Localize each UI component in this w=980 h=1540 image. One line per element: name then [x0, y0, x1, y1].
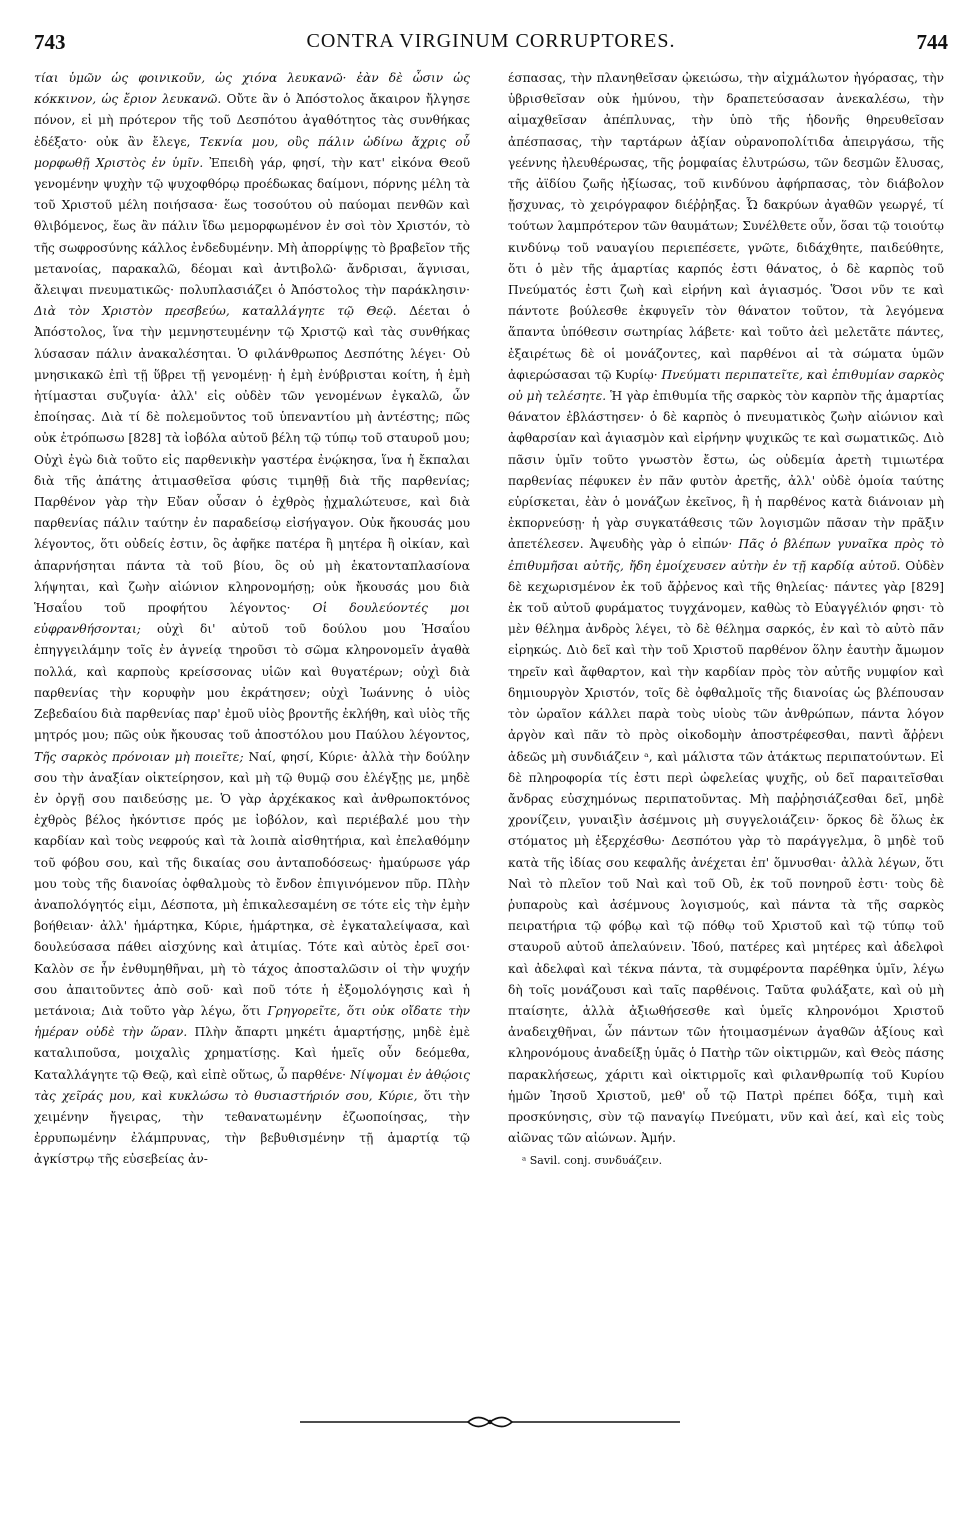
text-run: Πᾶς ὁ βλέπων γυναῖκα πρὸς τὸ ἐπιθυμῆσαι αὐτῆς, ἤδη ἐμοίχευσεν αὐτὴν ἐν τῇ καρδίᾳ αὐτοῦ. — [508, 537, 944, 573]
text-run: Τῆς σαρκὸς πρόνοιαν μὴ ποιεῖτε; — [34, 749, 244, 764]
page-header — [34, 30, 948, 60]
text-run: Ἐπειδὴ γάρ, φησί, τὴν κατ' εἰκόνα Θεοῦ γενομένην ψυχὴν τῷ ψυχοφθόρῳ προέδωκας δαίμονι, πόρνης μέλη τὰ τοῦ Χριστοῦ μέλη ποιήσασα· ἕως τοσούτου οὐ παύομαι πενθῶν καὶ θλιβόμενος, ἕως ἂν πάλιν ἴδω μεμορφωμένον ἐν σοὶ τὸν Χριστόν, τὸ τῆς σωφροσύνης κάλλος ἐνδεδυμένην. Μὴ ἀπορρίψῃς τὸ βραβεῖον τῆς μετανοίας, παρακαλῶ, δέομαι καὶ ἀντιβολῶ· ἄνδρισαι, ἅγνισαι, ἄλειψαι πνευματικῶς· πολυπλασιάζει ὁ Ἀπόστολος τὴν παράκλησιν· — [34, 155, 470, 298]
ornamental-rule — [300, 1410, 680, 1434]
text-run: Ἡ γὰρ ἐπιθυμία τῆς σαρκὸς τὸν καρπὸν τῆς ἁμαρτίας θάνατον ἐβλάστησεν· ὁ δὲ καρπὸς ὁ πνευματικὸς ζωὴν αἰώνιον καὶ ἀφθαρσίαν καὶ ἁγιασμὸν καὶ εἰρήνην ψυχικῶς τε καὶ σωματικῶς. Διὸ πᾶσιν ὑμῖν τοῦτο γνωστὸν ἔστω, ὡς οὐδεμία ἀρετὴ τιμιωτέρα παρθενίας πέφυκεν ἐν πᾶν φυτὸν ἀρετῆς, ἀλλ' οὐδὲ ὁμοία ταύτης εὑρίσκεται, ἐὰν ὁ μονάζων ἐκεῖνος, ἢ ἡ παρθένος κατὰ διάνοιαν μὴ ἐκπορνεύσῃ· ἡ γὰρ συγκατάθεσις τῶν λογισμῶν πᾶσαν τὴν πρᾶξιν ἀπετέλεσεν. Ἀψευδὴς γὰρ ὁ εἰπών· — [508, 389, 944, 552]
text-run: ὅτι τὴν χειμένην ἤγειρας, τὴν τεθανατωμένην ἐζωοποίησας, τὴν ἐρρυπωμένην ἐλάμπρυνας, τὴν βεβυθισμένην τῇ ἁμαρτίᾳ τῷ ἀγκίστρῳ τῆς εὐσεβείας ἀν- — [34, 1088, 470, 1167]
text-run: Νίψομαι ἐν ἀθῴοις τὰς χεῖράς μου, καὶ κυκλώσω τὸ θυσιαστήριόν σου, Κύριε, — [34, 1067, 470, 1103]
text-run: Οἱ δουλεύοντές μοι εὐφρανθήσονται; — [34, 601, 470, 637]
text-run: Διὰ τὸν Χριστὸν πρεσβεύω, καταλλάγητε τῷ Θεῷ. — [34, 304, 397, 319]
text-run: Πνεύματι περιπατεῖτε, καὶ ἐπιθυμίαν σαρκὸς οὐ μὴ τελέσητε. — [508, 367, 944, 404]
text-run: Τεκνία μου, οὓς πάλιν ὠδίνω ἄχρις οὗ μορφωθῇ Χριστὸς ἐν ὑμῖν. — [34, 134, 470, 170]
left-page-number: 743 — [34, 30, 66, 54]
text-run: έσπασας, τὴν πλανηθεῖσαν ᾠκειώσω, τὴν αἰχμάλωτον ἠγόρασας, τὴν ὑβρισθεῖσαν οὐκ ἠμύνου, τὴν δραπετεύσασαν ἀνεκαλέσω, τὴν αἱμαχθεῖσαν ἀπέπλυνας, τὴν ὑπὸ τῆς ἡδονῆς θηρευθεῖσαν ἀπέσπασας, τὴν ταρτάρων ἀξίαν οὐρανοπολίτιδα ἀπειργάσω, τῆς γεέννης ἠλευθέρωσας, τῆς ῥομφαίας ἐλυτρώσω, τῶν δεσμῶν ἔλυσας, τῆς ἀϊδίου ζωῆς ἠξίωσας, τοῦ κινδύνου ἀφήρπασας, τὸν διάβολον ᾔσχυνας, τὸ χειρόγραφον διέῤῥηξας. Ὦ δακρύων ἀγαθῶν γεωργέ, τί τούτων λαμπρότερον τῶν θαυμάτων; Συνέλθετε οὖν, ὅσαι τῷ τοιούτῳ κινδύνῳ τοῦ ναυαγίου περιεπέσετε, γνῶτε, διδάχθητε, παιδεύθητε, ὅτι ὁ μὲν τῆς ἁμαρτίας καρπός ἐστι θάνατος, ὁ δὲ καρπὸς τοῦ Πνεύματός ἐστι ζωὴ καὶ εἰρήνη καὶ ἁγιασμός. Ὅσοι νῦν τε καὶ πάντοτε βούλεσθε ἐκφυγεῖν τὸν θάνατον τοῦτον, τὰ λεγόμενα ἅπαντα ὑπόθεσιν σωτηρίας λάβετε· καὶ τοῦτο ἀεὶ μελετᾶτε πάντες, ἐξαιρέτως δὲ οἱ μονάζοντες, καὶ παρθένοι αἱ τὰ σώματα ὑμῶν ἀφιερώσασαι τῷ Κυρίῳ· — [508, 71, 944, 382]
text-run: Ναί, φησί, Κύριε· ἀλλὰ τὴν δούλην σου τὴν ἀναξίαν οἰκτείρησον, καὶ μὴ τῷ θυμῷ σου ἐλέγξῃς με, μηδὲ ἐν ὀργῇ σου παιδεύσῃς με. Ὁ γὰρ ἀρχέκακος καὶ ἀνθρωποκτόνος ἐχθρὸς βέλος ἠκόντισε πρός με ἰοβόλον, καὶ περιέβαλέ μου τὴν καρδίαν καὶ τοὺς νεφρούς καὶ τὰ λοιπὰ αἰσθητήρια, καὶ ἐπελαθόμην τοῦ φόβου σου, καὶ τῆς δικαίας σου ἀνταποδόσεως· ἠμαύρωσε γάρ μου τοὺς τῆς διανοίας ὀφθαλμοὺς τὸ ἔνδον ἐπιγινόμενον πῦρ. Πλὴν ἀναπολόγητός εἰμι, Δέσποτα, μὴ ἐπικαλεσαμένη σε τότε εἰς τὴν ἐμὴν βοήθειαν· ἀλλ' ἡμάρτηκα, Κύριε, ἡμάρτηκα, σὲ ἐγκαταλείψασα, καὶ δουλεύσασα πάθει αἰσχύνης καὶ ἀτιμίας. Τότε καὶ αὐτὸς ἐρεῖ σοι· Καλὸν σε ἦν ἐνθυμηθῆναι, μὴ τὸ τάχος ἀποσταλῶσιν οἱ τὴν ψυχήν σου ἀπαιτοῦντες ἀπὸ σοῦ· καὶ ποῦ τότε ἡ ἐξομολόγησις καὶ ἡ μετάνοια; Διὰ τοῦτο γὰρ λέγω, ὅτι — [34, 749, 470, 1018]
text-run: Πλὴν ἄπαρτι μηκέτι ἁμαρτήσῃς, μηδὲ ἐμὲ καταλιποῦσα, μοιχαλὶς χρηματίσῃς. Καὶ ἡμεῖς οὖν δεόμεθα, Καταλλάγητε τῷ Θεῷ, καὶ εἰπὲ οὕτως, ὦ παρθένε· — [34, 1025, 470, 1082]
right-page-number: 744 — [916, 30, 948, 54]
right-column-paragraph — [508, 68, 944, 1149]
text-run: τίαι ὑμῶν ὡς φοινικοῦν, ὡς χιόνα λευκανῶ· ἐὰν δὲ ὦσιν ὡς κόκκινον, ὡς ἔριον λευκανῶ. — [34, 71, 470, 107]
text-run: Γρηγορεῖτε, ὅτι οὐκ οἴδατε τὴν ἡμέραν οὐδὲ τὴν ὥραν. — [34, 1003, 470, 1040]
footnote: ᵃ Savil. conj. συνδυάζειν. — [522, 1154, 663, 1168]
left-text-column — [34, 68, 470, 1458]
text-run: Δέεται ὁ Ἀπόστολος, ἵνα τὴν μεμνηστευμένην τῷ Χριστῷ καὶ τὰς συνθήκας λύσασαν πάλιν ἀνακαλέσηται. Ὁ φιλάνθρωπος Δεσπότης λέγει· Οὐ μνησικακῶ ἐπὶ τῇ ὕβρει τῇ γενομένῃ· ἡ ἐμὴ ἐνύβρισται κοίτη, ἡ ἐμὴ ἠτίμασται συζυγία· ἀλλ' εἰς οὐδὲν τῶν γενομένων ἐγκαλῶ, ὧν ἐποίησας. Διὰ τί δὲ πολεμοῦντος τοῦ ὑπεναντίου μὴ ἀντέστης; πῶς οὐκ ἐτρόπωσω [828] τὰ ἰοβόλα αὐτοῦ βέλη τῷ τύπῳ τοῦ σταυροῦ μου; Οὐχὶ ἐγὼ διὰ τοῦτο εἰς παρθενικὴν γαστέρα ἐνῴκησα, ἵνα ἡ ἔκπαλαι διὰ τῆς ἀπάτης ἀτιμασθεῖσα φύσις τιμηθῇ διὰ τῆς παρθενίας; Παρθένον γὰρ τὴν Εὔαν οὖσαν ὁ ἐχθρὸς ᾐχμαλώτευσε, καὶ διὰ παρθενίας πάλιν ταύτην ἐν παραδείσῳ εἰσήγαγον. Οὐκ ἤκουσάς μου λέγοντος, ὅτι οὐδείς ἐστιν, ὃς ἀφῆκε πατέρα ἢ μητέρα ἢ οἰκίαν, καὶ ἀπαρνήσηται πάντα τὰ τοῦ βίου, ὃς οὐ μὴ ἑκατονταπλασίονα λήψηται, καὶ ζωὴν αἰώνιον κληρονομήσῃ; οὐκ ἤκουσάς μου διὰ Ἡσαΐου τοῦ προφήτου λέγοντος· — [34, 304, 470, 616]
text-run: Οὐδὲν δὲ κεχωρισμένον ἐκ τοῦ ἄῤῥενος καὶ τῆς θηλείας· πάντες γὰρ [829] ἐκ τοῦ αὐτοῦ φυράματος τυγχάνομεν, καθὼς τὸ Εὐαγγέλιόν φησι· τὸ μὲν θέλημα ἀνδρὸς λέγει, τὸ δὲ θέλημα σαρκός, ἐν καὶ τὸ αὐτὸ πᾶν εἰρηκώς. Διὸ δεῖ καὶ τὴν τοῦ Χριστοῦ παρθένον ὅλην ἑαυτὴν ἄμωμον τηρεῖν καὶ ἄφθαρτον, καὶ τὴν καρδίαν πρὸς τὸν αὐτῆς νυμφίον καὶ δημιουργὸν Χριστόν, τοῖς δὲ ὀφθαλμοῖς τῆς διανοίας ὡς βλέπουσαν τὸν ὡραῖον κάλλει παρὰ τοὺς υἱοὺς τῶν ἀνθρώπων, πάντα λόγον ἀργὸν καὶ πᾶν τὸ πρὸς οἰκοδομὴν ἀποστρέφεσθαι, παντὶ ἄῤῥενι ἀδεῶς μὴ συνδιάζειν ᵃ, καὶ μάλιστα τῶν ἀτάκτως περιπατούντων. Εἰ δὲ πληροφορία τίς ἐστι περὶ ὠφελείας ψυχῆς, οὐ δεῖ παραιτεῖσθαι ἄνδρας εὐσχημόνως περιπατοῦντας. Μὴ παῤῥησιάζεσθαι δεῖ, μηδὲ χρονίζειν, γυναιξὶν ἀσέμνοις μὴ συγγελοιάζειν· ὅρκος δὲ ὅλως ἐκ στόματος μὴ ἐξερχέσθω· Δεσπότου γὰρ τὸ παράγγελμα, ὃ μηδὲ τοῦ κατὰ τῆς ἰδίας σου κεφαλῆς ἀνέχεται ἐπ' ὅμνυσθαι· ἀλλὰ λέγων, ὅτι Ναὶ τὸ πλεῖον τοῦ Ναὶ καὶ τοῦ Οὒ, ἐκ τοῦ πονηροῦ ἐστι· τοὺς δὲ ῥυπαροὺς καὶ ἀσέμνους λογισμούς, καὶ πάντα τὰ τῆς σαρκὸς πειρατήρια τῷ φόβῳ καὶ τῷ πόθῳ τοῦ Χριστοῦ καὶ τῷ τύπῳ τοῦ σταυροῦ αὐτοῦ ἀπελαύνειν. Ἰδού, πατέρες καὶ μητέρες καὶ ἀδελφοὶ καὶ ἀδελφαὶ καὶ τέκνα πάντα, τὰ συμφέροντα παρέθηκα ὑμῖν, λέγω δὴ τοῖς μονάζουσι καὶ ταῖς παρθένοις. Ταῦτα φυλάξατε, καὶ οὐ μὴ πταίσητε, ἀλλὰ ἀξιωθήσεσθε καὶ ὑμεῖς κληρονόμοι Χριστοῦ ἀναδειχθῆναι, ὧν πάντων τῶν ἡτοιμασμένων ἀγαθῶν ἀξίους καὶ κληρονόμους ἀναδείξῃ ὑμᾶς ὁ Πατὴρ τῶν οἰκτιρμῶν, καὶ Θεὸς πάσης παρακλήσεως, χάριτι καὶ οἰκτιρμοῖς καὶ φιλανθρωπίᾳ τοῦ Κυρίου ἡμῶν Ἰησοῦ Χριστοῦ, μεθ' οὗ τῷ Πατρὶ πρέπει δόξα, τιμὴ καὶ προσκύνησις, σὺν τῷ παναγίῳ Πνεύματι, νῦν καὶ ἀεί, καὶ εἰς τοὺς αἰῶνας τῶν αἰώνων. Ἀμήν. — [508, 558, 944, 1146]
left-column-paragraph — [34, 68, 470, 1171]
text-run: οὐχὶ δι' αὐτοῦ τοῦ δούλου μου Ἡσαΐου ἐπηγγειλάμην τοῖς ἐν ἁγνείᾳ τηροῦσι τὸ σῶμα κληρονομεῖν ἀγαθὰ πολλά, καὶ καρποὺς κρείσσονας υἱῶν καὶ θυγατέρων; οὐχὶ διὰ παρθενίας τὴν κορυφὴν μου ἐκράτησεν; οὐχὶ Ἰωάννης ὁ υἱὸς Ζεβεδαίου διὰ παρθενίας παρ' ἐμοῦ υἱὸς βροντῆς ἐκλήθη, καὶ υἱὸς τῆς μητρός μου; πῶς οὐκ ἤκουσας τοῦ ἀποστόλου μου Παύλου λέγοντος, — [34, 622, 470, 743]
right-text-column — [508, 68, 944, 1458]
text-run: Οὔτε ἂν ὁ Ἀπόστολος ἄκαιρον ἤλγησε πόνον, εἰ μὴ πρότερον τῆς τοῦ Δεσπότου ἀγαθότητος τὰς συνθήκας ἐδέξατο· οὐκ ἂν ἔλεγε, — [34, 92, 470, 149]
running-title: CONTRA VIRGINUM CORRUPTORES. — [306, 30, 676, 52]
